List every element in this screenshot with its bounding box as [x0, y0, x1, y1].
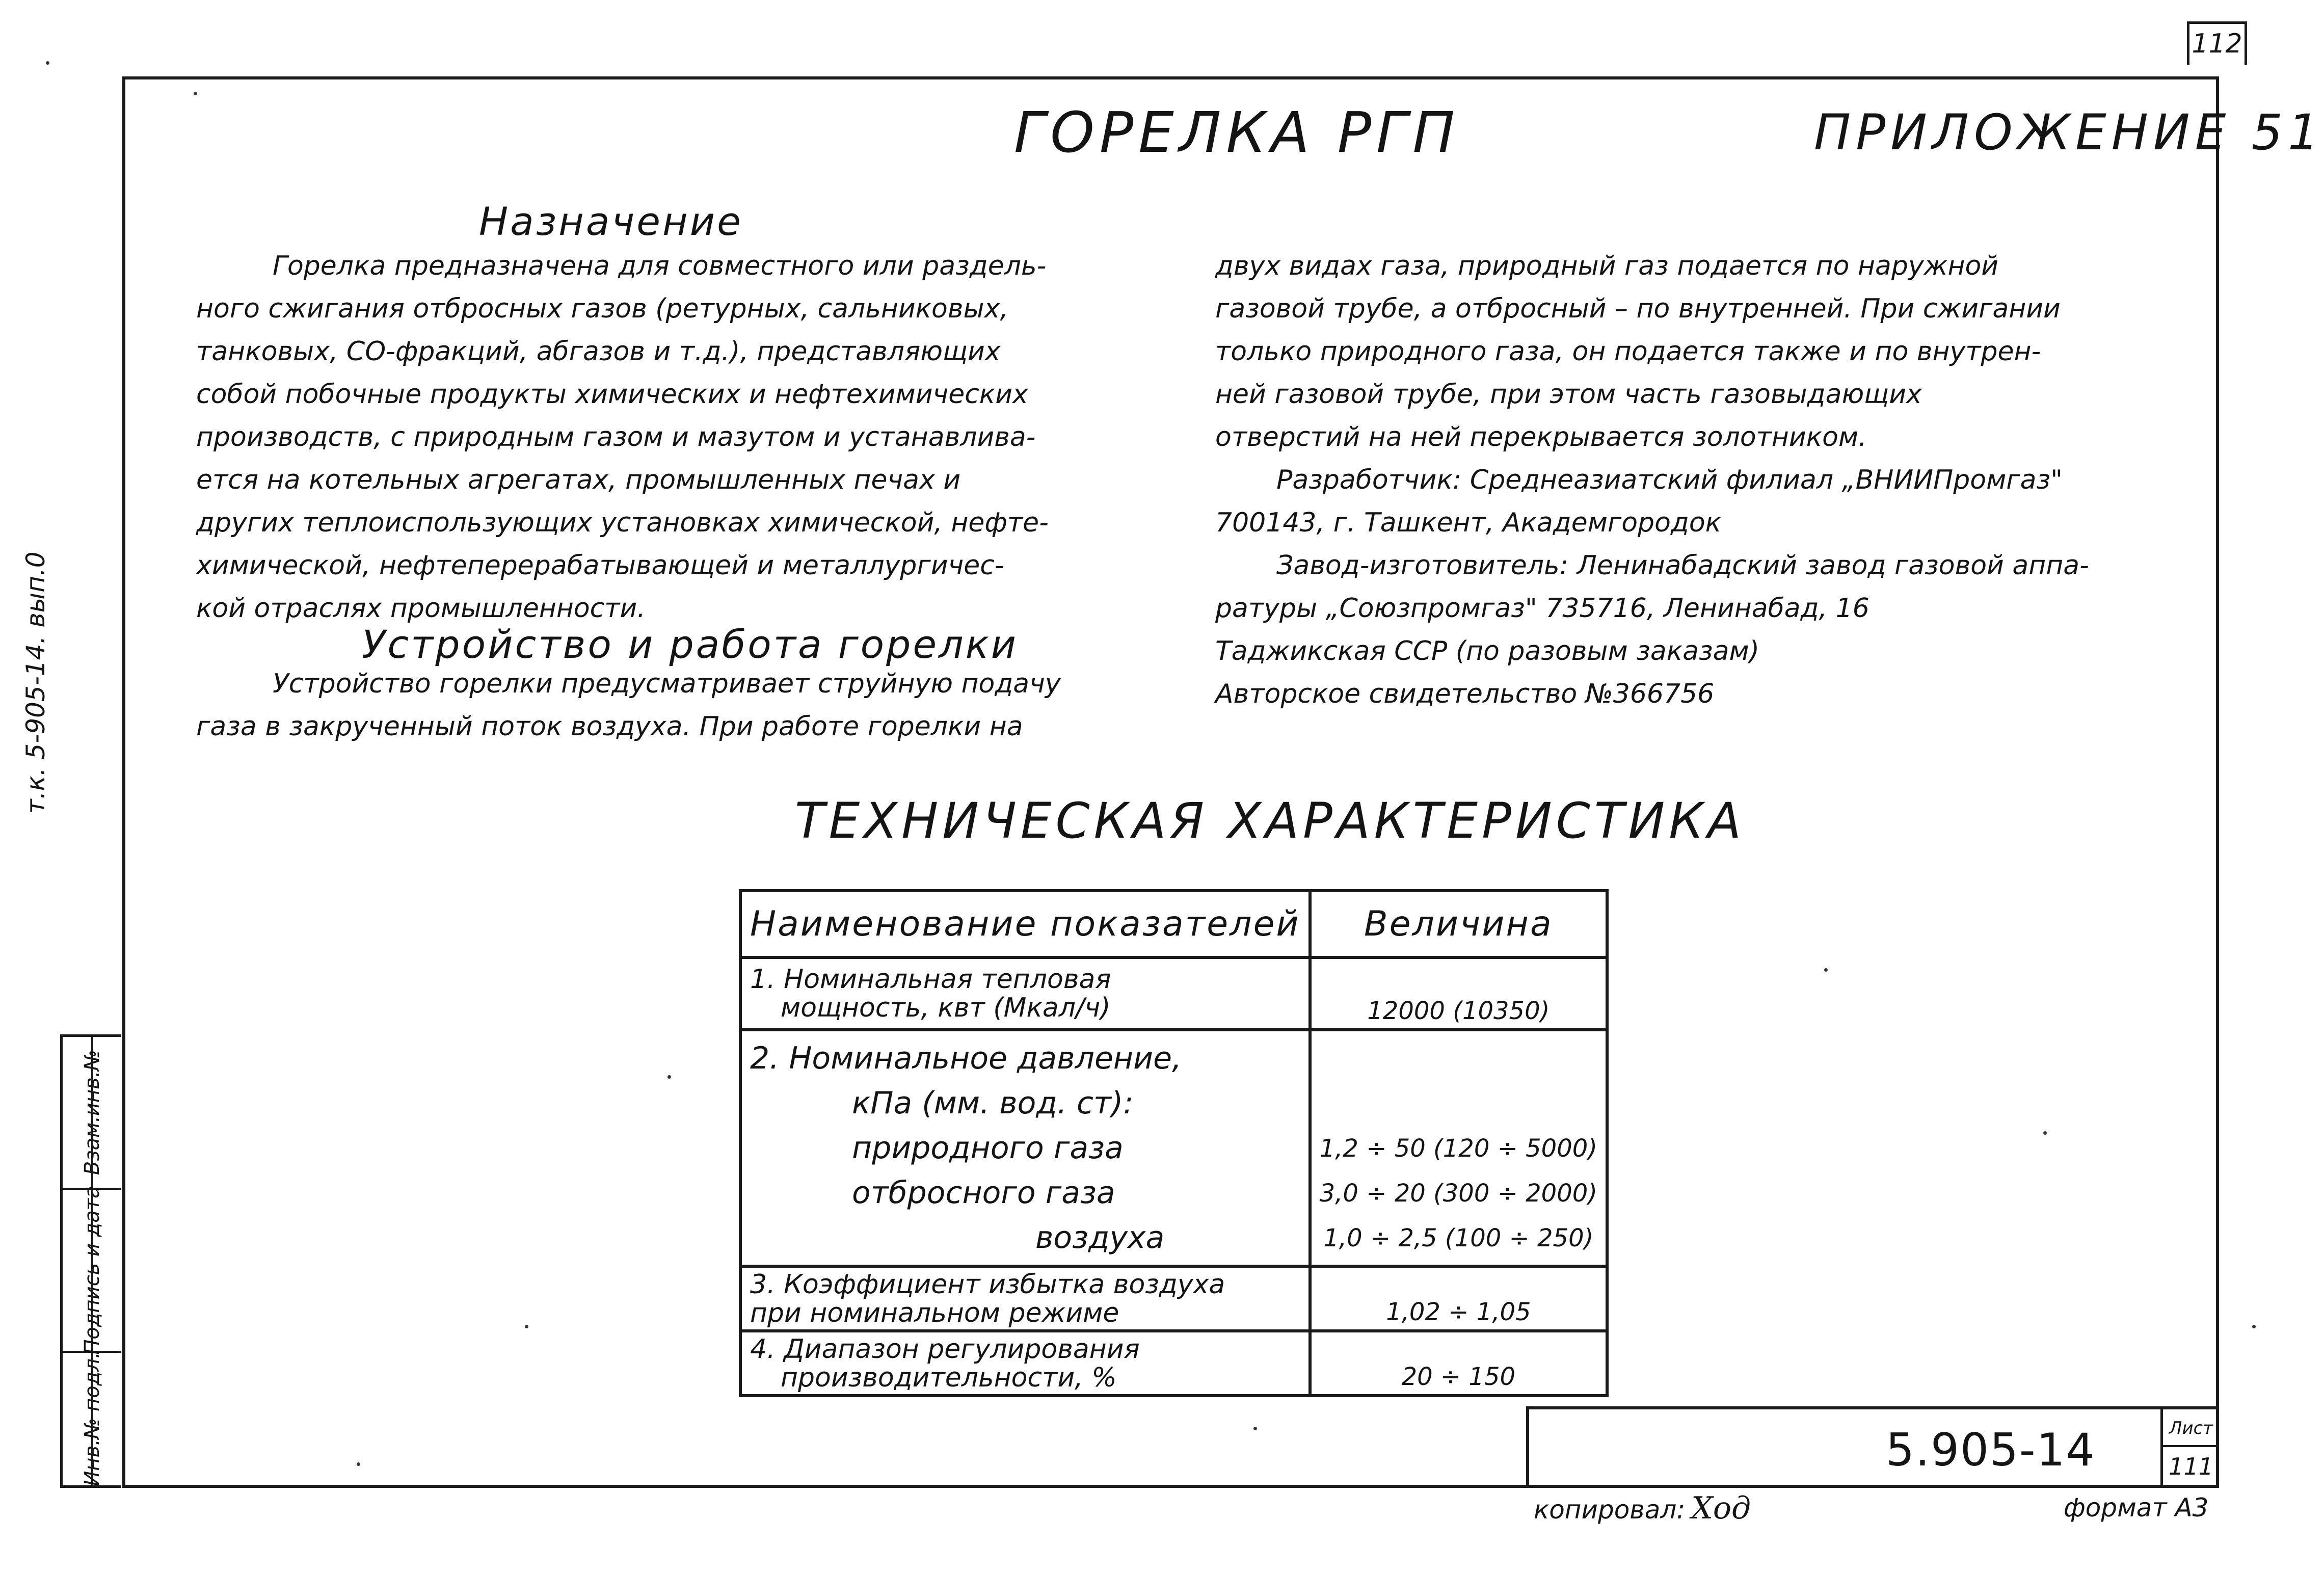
- sheet-box: [2160, 1409, 2219, 1488]
- specs-header-row: [740, 891, 1607, 957]
- specs-table: [739, 889, 1609, 1397]
- text-line: кой отраслях промышленности.: [196, 593, 646, 624]
- text-line: газовой трубе, а отбросный – по внутренней. При сжигании: [1215, 293, 2061, 324]
- row-value-line: 1,2 ÷ 50 (120 ÷ 5000): [1319, 1134, 1597, 1163]
- row-name: [740, 957, 1310, 1030]
- row-value-line: 3,0 ÷ 20 (300 ÷ 2000): [1319, 1179, 1597, 1208]
- row-value-line: 1,0 ÷ 2,5 (100 ÷ 250): [1323, 1224, 1594, 1252]
- tech-title: ТЕХНИЧЕСКАЯ ХАРАКТЕРИСТИКА: [795, 792, 1746, 849]
- row-sub-line: отбросного газа: [852, 1175, 1115, 1211]
- manufacturer-line: ратуры „Союзпромгаз" 735716, Ленинабад, 16: [1215, 593, 1869, 624]
- text-line: Устройство горелки предусматривает струйную подачу: [273, 669, 1061, 699]
- text-line: химической, нефтеперерабатывающей и металлургичес-: [196, 550, 1004, 581]
- paper-format: формат А3: [2064, 1493, 2209, 1523]
- purpose-heading: Назначение: [479, 199, 743, 244]
- table-row: [740, 957, 1607, 1030]
- appendix-label: ПРИЛОЖЕНИЕ 51: [1814, 104, 2324, 161]
- table-row: [740, 1030, 1607, 1266]
- scan-speck: [2252, 1325, 2256, 1328]
- row-name-line: 1. Номинальная тепловая: [750, 964, 1111, 995]
- sidebar-cell-inventory: [63, 1353, 121, 1485]
- copied-by: [1534, 1490, 1751, 1526]
- scan-speck: [357, 1462, 360, 1466]
- row-name-line: 4. Диапазон регулирования: [750, 1333, 1140, 1365]
- scan-speck: [1253, 1427, 1257, 1430]
- certificate-line: Авторское свидетельство №366756: [1215, 679, 1715, 709]
- row-value: [1310, 1030, 1607, 1266]
- sidebar-cell-signature: [63, 1186, 121, 1355]
- side-code-text: т.к. 5-905-14. вып.0: [21, 551, 50, 814]
- row-name-line: кПа (мм. вод. ст):: [852, 1085, 1134, 1121]
- right-column-text: [1215, 245, 2089, 715]
- text-line: собой побочные продукты химических и нефтехимических: [196, 379, 1028, 410]
- sidebar-stamp: [60, 1034, 121, 1488]
- text-line: Горелка предназначена для совместного или раздель-: [273, 251, 1047, 281]
- copied-signature: Ход: [1691, 1490, 1751, 1526]
- scan-speck: [525, 1325, 528, 1328]
- text-line: танковых, СО-фракций, абгазов и т.д.), представляющих: [196, 336, 1001, 367]
- text-line: ется на котельных агрегатах, промышленных печах и: [196, 465, 961, 495]
- text-line: производств, с природным газом и мазутом и устанавлива-: [196, 422, 1036, 452]
- row-name-line: при номинальном режиме: [750, 1297, 1119, 1328]
- text-line: ного сжигания отбросных газов (ретурных, сальниковых,: [196, 293, 1008, 324]
- row-value: 20 ÷ 150: [1310, 1331, 1607, 1396]
- sidebar-cell-label: Инв.№ подл.: [80, 1352, 104, 1486]
- row-name: [740, 1266, 1310, 1331]
- scan-speck: [194, 92, 197, 95]
- table-row: [740, 1331, 1607, 1396]
- scan-speck: [2043, 1131, 2047, 1135]
- developer-line: Разработчик: Среднеазиатский филиал „ВНИИПромгаз": [1276, 465, 2063, 495]
- row-value: 1,02 ÷ 1,05: [1310, 1266, 1607, 1331]
- row-name-line: 3. Коэффициент избытка воздуха: [750, 1269, 1225, 1300]
- text-line: других теплоиспользующих установках химической, нефте-: [196, 508, 1049, 538]
- header-name: Наименование показателей: [740, 891, 1310, 957]
- row-name-line: 2. Номинальное давление,: [750, 1040, 1182, 1076]
- developer-address: 700143, г. Ташкент, Академгородок: [1215, 508, 1722, 538]
- row-sub-line: природного газа: [852, 1130, 1124, 1166]
- sheet-label: Лист: [2163, 1411, 2219, 1447]
- title-block-stamp: [1526, 1406, 2219, 1488]
- row-sub-line: воздуха: [1035, 1220, 1165, 1256]
- text-line: отверстий на ней перекрывается золотником.: [1215, 422, 1867, 452]
- page-number: 112: [2187, 21, 2247, 65]
- copied-label: копировал:: [1534, 1495, 1686, 1525]
- row-value: 12000 (10350): [1310, 957, 1607, 1030]
- sheet-number: 111: [2169, 1453, 2213, 1480]
- sidebar-cell-label: Взам.инв.№: [80, 1049, 104, 1176]
- device-heading: Устройство и работа горелки: [362, 622, 1019, 667]
- table-row: [740, 1266, 1607, 1331]
- text-line: ней газовой трубе, при этом часть газовыдающих: [1215, 379, 1922, 410]
- scan-speck: [1824, 968, 1828, 972]
- manufacturer-line: Таджикская ССР (по разовым заказам): [1215, 636, 1760, 666]
- text-line: двух видах газа, природный газ подается по наружной: [1215, 251, 1999, 281]
- row-name-line: производительности, %: [781, 1362, 1117, 1393]
- row-name: [740, 1331, 1310, 1396]
- device-text: [196, 662, 1061, 748]
- scan-speck: [667, 1075, 671, 1079]
- header-value: Величина: [1310, 891, 1607, 957]
- manufacturer-line: Завод-изготовитель: Ленинабадский завод газовой аппа-: [1276, 550, 2089, 581]
- sidebar-cell-replacement: [63, 1037, 121, 1190]
- row-name-line: мощность, квт (Мкал/ч): [781, 993, 1111, 1023]
- row-name: [740, 1030, 1310, 1266]
- page-title: ГОРЕЛКА РГП: [1014, 100, 1460, 165]
- scan-speck: [46, 61, 49, 65]
- document-code: 5.905-14: [1886, 1424, 2096, 1476]
- text-line: только природного газа, он подается также и по внутрен-: [1215, 336, 2041, 367]
- text-line: газа в закрученный поток воздуха. При работе горелки на: [196, 711, 1023, 742]
- sidebar-cell-label: Подпись и дата: [80, 1186, 104, 1355]
- purpose-text: [196, 245, 1049, 630]
